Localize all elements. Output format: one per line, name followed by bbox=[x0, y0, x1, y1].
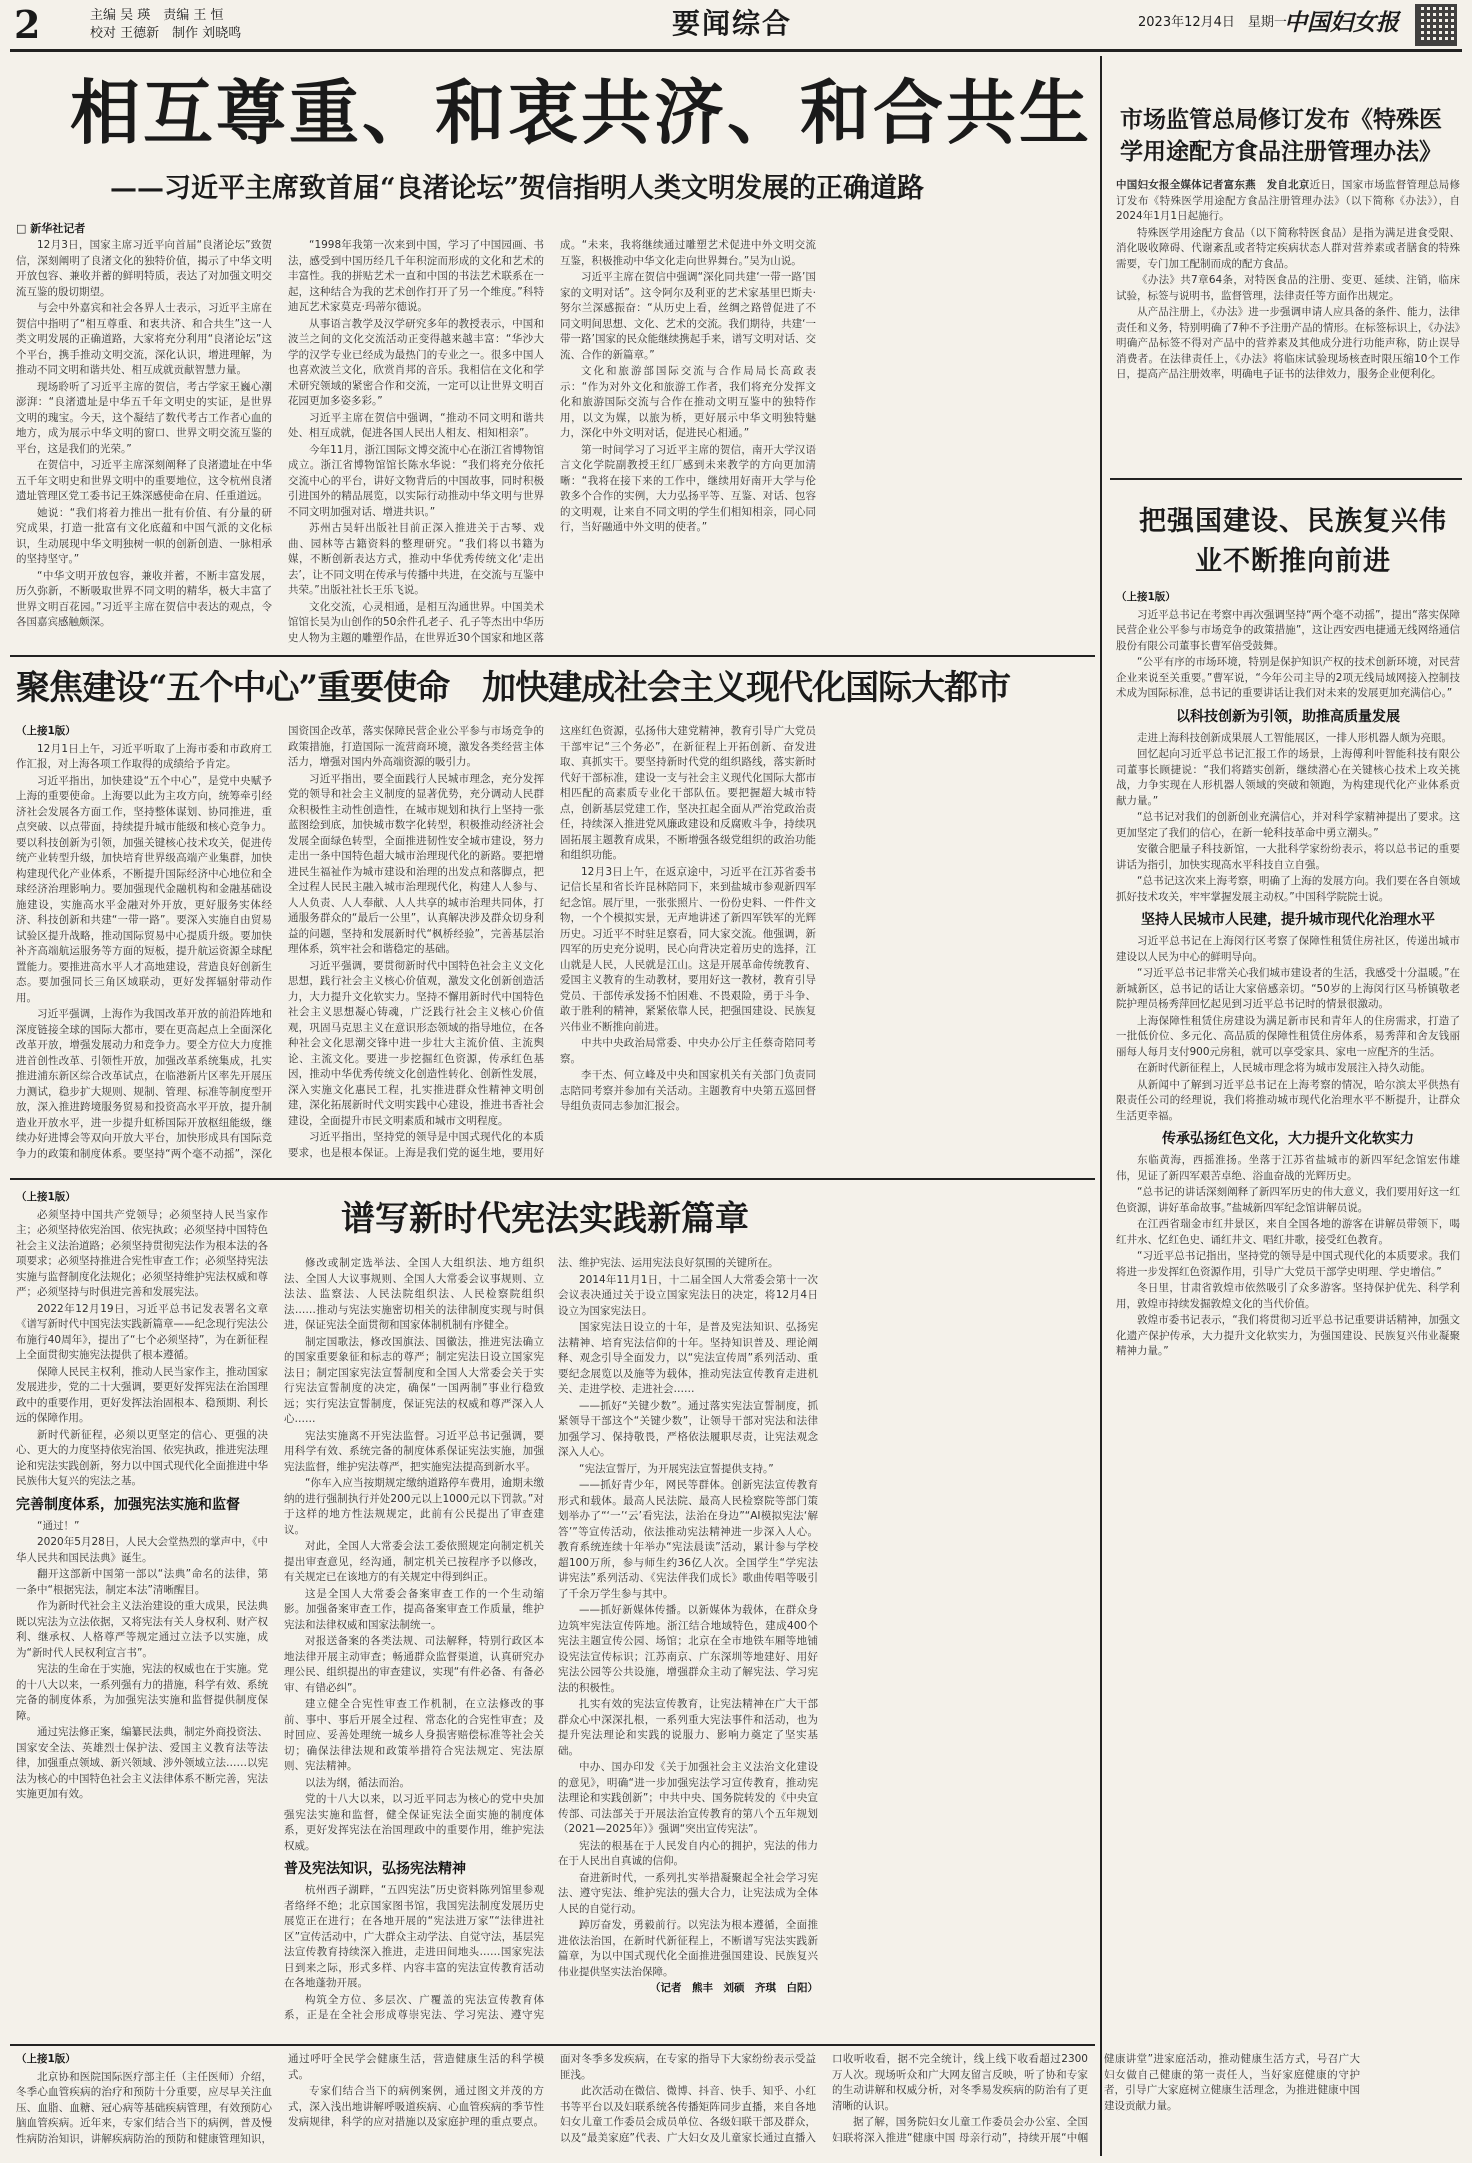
article3-paragraph: 保障人民民主权利，推动人民当家作主，推动国家发展进步，党的二十大强调，要更好发挥宪法在治国理政中的重要作用，更好发挥法治固根本、稳预期、利长远的保障作用。 bbox=[16, 1365, 268, 1424]
article4-paragraph: 此次活动在微信、微博、抖音、快手、知乎、小红书等平台以及妇联系统各传播矩阵同步直播，来自各地妇女儿童工作委员会成员单位、各级妇联干部及群众，以及“最美家庭”代表、广大妇女及儿童家长通过直播入口收听收看，据不完全统计，线上线下收看超过2300万人次。现场听众和广大网友留言反映，听了协和专家的生动讲解和权威分析，对冬季易发疾病的防治有了更清晰的认识。 bbox=[560, 2053, 1088, 2144]
right-article2-paragraph: “总书记对我们的创新创业充满信心，并对科学家精神提出了要求。这更加坚定了我们的信心，在新一轮科技革命中勇立潮头。” bbox=[1116, 811, 1460, 839]
lead-paragraph: 现场聆听了习近平主席的贺信，考古学家王巍心潮澎湃：“良渚遗址是中华五千年文明史的实证，是世界文明的瑰宝。今天，这个凝结了数代考古工作者心血的地方，成为展示中华文明的窗口、世界文明交流互鉴的平台，这是我们的光荣。” bbox=[16, 380, 272, 455]
right-column-divider bbox=[1100, 56, 1102, 2156]
byline-square-icon: □ bbox=[16, 222, 31, 235]
article3-paragraph: 以法为纲，循法而治。 bbox=[305, 1776, 410, 1789]
right-article2-paragraph: 上海保障性租赁住房建设为满足新市民和青年人的住房需求，打造了一批低价位、多元化、高品质的保障性租赁住房体系，易秀萍和舍友钱丽丽每人每月支付900元房租，就可以享受家具、家电一应配齐的生活。 bbox=[1116, 1014, 1460, 1058]
article2-paragraph: 12月3日上午，在返京途中，习近平在江苏省委书记信长星和省长许昆林陪同下，来到盐城市参观新四军纪念馆。展厅里，一张张照片、一份份史料、一件件文物，一个个模拟实景，无声地讲述了新四军铁军的光辉历史。习近平不时驻足察看，同大家交流。他强调，新四军的历史充分说明，民心向背决定着历史的选择，江山就是人民，人民就是江山。这是开展革命传统教育、爱国主义教育的生动教材，要用好这一教材，教育引导党员、干部传承发扬不怕困难、不畏艰险，勇于斗争、敢于胜利的精神，紧紧依靠人民，把强国建设、民族复兴伟业不断推向前进。 bbox=[560, 865, 816, 1033]
article3-paragraph: 2022年12月19日，习近平总书记发表署名文章《谱写新时代中国宪法实践新篇章——纪念现行宪法公布施行40周年》，提出了“七个必须坚持”，为在新征程上全面贯彻实施宪法提供了根本遵循。 bbox=[16, 1302, 268, 1361]
article3-paragraph: 奋进新时代，一系列扎实举措凝聚起全社会学习宪法、遵守宪法、维护宪法的强大合力，让宪法成为全体人民的自觉行动。 bbox=[558, 1871, 818, 1915]
right-article2-body bbox=[1116, 590, 1460, 2154]
right-article1-headline: 市场监管总局修订发布《特殊医学用途配方食品注册管理办法》 bbox=[1120, 106, 1442, 165]
right-article2-paragraph: “总书记这次来上海考察，明确了上海的发展方向。我们要在各自领域抓好技术攻关，牢牢掌握发展主动权。”中国科学院院士说。 bbox=[1116, 875, 1460, 903]
lead-headline: 相互尊重、和衷共济、和合共生 bbox=[70, 71, 1092, 154]
article3-paragraph: 踔厉奋发，勇毅前行。以宪法为根本遵循，全面推进依法治国，在新时代新征程上，不断谱写宪法实践新篇章，为以中国式现代化全面推进强国建设、民族复兴伟业提供坚实法治保障。 bbox=[558, 1919, 818, 1978]
article3-paragraph: 必须坚持中国共产党领导；必须坚持人民当家作主；必须坚持依宪治国、依宪执政；必须坚持中国特色社会主义法治道路；必须坚持贯彻宪法作为根本法的各项要求；必须坚持推进合宪性审查工作；必须坚持宪法实施与监督制度化法规化；必须坚持维护宪法权威和尊严；必须坚持与时俱进完善和发展宪法。 bbox=[16, 1208, 268, 1298]
article3-subheading-2: 普及宪法知识，弘扬宪法精神 bbox=[284, 1861, 466, 1877]
article3-paragraph: 2020年5月28日，人民大会堂热烈的掌声中，《中华人民共和国民法典》诞生。 bbox=[16, 1536, 268, 1564]
section-divider bbox=[10, 655, 1095, 657]
article2-paragraph: 习近平指出，加快建设“五个中心”，是党中央赋予上海的重要使命。上海要以此为主攻方向，统筹牵引经济社会发展各方面工作，坚持整体谋划、协同推进，重点突破、以点带面，持续提升城市能级和核心竞争力。要以科技创新为引领，加强关键核心技术攻关，促进传统产业转型升级，加快培育世界级高端产业集群，加快构建现代化产业体系，不断提升国际经济中心地位和全球经济治理影响力。要加强现代金融机构和金融基础设施建设，实施高水平金融对外开放，更好服务实体经济、科技创新和共建“一带一路”。要深入实施自由贸易试验区提升战略，推动国际贸易中心提质升级。要加快补齐高端航运服务等方面的短板，提升航运资源全球配置能力。要推进高水平人才高地建设，营造良好创新生态。要加强同长三角区域联动，更好发挥辐射带动作用。 bbox=[16, 774, 272, 1004]
right-article1-lead bbox=[1116, 178, 1460, 225]
lead-byline bbox=[16, 220, 85, 236]
right-article2-subheading-2: 坚持人民城市人民建，提升城市现代化治理水平 bbox=[1141, 912, 1435, 928]
article3-paragraph: 新时代新征程，必须以更坚定的信心、更强的决心、更大的力度坚持依宪治国、依宪执政，推进宪法理论和宪法实践创新，努力以中国式现代化全面推进中华民族伟大复兴的宪法之基。 bbox=[16, 1428, 268, 1487]
lead-paragraph: 第一时间学习了习近平主席的贺信，南开大学汉语言文化学院副教授王红厂感到未来教学的方向更加清晰：“我将在接下来的工作中，继续用好南开大学与伦敦多个合作的实例，大力弘扬平等、互鉴、对话、包容的文明观，让来自不同文明的学生们相知相亲，同心同行，当好融通中外文明的使者。” bbox=[560, 443, 816, 533]
article3-paragraph: 构筑全方位、多层次、广覆盖的宪法宣传教育体系，正是在全社会形成尊崇宪法、学习宪法、遵守宪法、维护宪法、运用宪法良好氛围的关键所在。 bbox=[284, 1257, 779, 2021]
section-divider bbox=[10, 2044, 1095, 2046]
article2-continued: （上接1版） bbox=[16, 725, 76, 737]
article3-paragraph: 通过宪法修正案，编纂民法典，制定外商投资法、国家安全法、英雄烈士保护法、爱国主义教育法等法律，加强重点领域、新兴领域、涉外领域立法……以宪法为核心的中国特色社会主义法律体系不断完善，宪法实施更加有效。 bbox=[16, 1726, 268, 1800]
right-article1-body bbox=[1116, 178, 1460, 473]
right-article1-paragraph: 近日，国家市场监督管理总局修订发布《特殊医学用途配方食品注册管理办法》（以下简称《办法》），自2024年1月1日起施行。 bbox=[1116, 179, 1461, 222]
lead-paragraph: “中华文明开放包容，兼收并蓄，不断丰富发展，历久弥新，不断吸取世界不同文明的精华，极大丰富了世界文明百花园。”习近平主席在贺信中表达的观点，令各国嘉宾感触颇深。 bbox=[16, 569, 272, 628]
article2-paragraph: 12月1日上午，习近平听取了上海市委和市政府工作汇报，对上海各项工作取得的成绩给予肯定。 bbox=[16, 742, 272, 770]
article3-paragraph: 对报送备案的各类法规、司法解释，特别行政区本地法律开展主动审查；畅通群众监督渠道，认真研究办理公民、组织提出的审查建议，实现“有件必备、有备必审、有错必纠”。 bbox=[284, 1635, 544, 1694]
lead-paragraph: 与会中外嘉宾和社会各界人士表示，习近平主席在贺信中指明了“相互尊重、和衷共济、和合共生”这一人类文明发展的正确道路，大家将充分利用“良渚论坛”这个平台，携手推动文明交流，深化认识，增进理解，为推动不同文明和谐共处、相互成就贡献智慧力量。 bbox=[16, 302, 272, 376]
lead-paragraph: 从事语言教学及汉学研究多年的教授表示，中国和波兰之间的文化交流活动正变得越来越丰富：“华沙大学的汉学专业已经成为最热门的专业之一。很多中国人也喜欢波兰文化，欣赏肖邦的音乐。我相信在文化和学术研究领域的紧密合作和交流，一定可以让世界文明百花园更加多姿多彩。” bbox=[288, 317, 544, 407]
article3-paragraph: 翻开这部新中国第一部以“法典”命名的法律，第一条中“根据宪法，制定本法”清晰醒目。 bbox=[16, 1568, 268, 1596]
masthead-rule bbox=[10, 49, 1462, 52]
lead-subtitle: ——习近平主席致首届“良渚论坛”贺信指明人类文明发展的正确道路 bbox=[110, 173, 925, 204]
article3-paragraph: 宪法的根基在于人民发自内心的拥护，宪法的伟力在于人民出自真诚的信仰。 bbox=[558, 1839, 818, 1867]
right-article2-continued: （上接1版） bbox=[1116, 591, 1176, 603]
lead-paragraph: 文化和旅游部国际交流与合作局局长高政表示：“作为对外文化和旅游工作者，我们将充分发挥文化和旅游国际交流与合作在推动文明互鉴中的独特作用，以文为媒，以旅为桥，更好展示中华文明独特魅力，深化中外文明对话，促进民心相通。” bbox=[560, 365, 816, 439]
lead-paragraph: 她说：“我们将着力推出一批有价值、有分量的研究成果，打造一批富有文化底蕴和中国气派的文化标识，生动展现中华文明独树一帜的创新创造、一脉相承的坚持坚守。” bbox=[16, 506, 272, 565]
article3-paragraph: ——抓好新媒体传播。以新媒体为载体，在群众身边筑牢宪法宣传阵地。浙江结合地域特色，建成400个宪法主题宣传公园、场馆；北京在全市地铁车厢等地铺设宪法宣传标识；江苏南京、广东深圳等地建好、用好宪法公园等公共设施，增强群众主动了解宪法、学习宪法的积极性。 bbox=[558, 1604, 818, 1694]
right-article2-headline: 把强国建设、民族复兴伟业不断推向前进 bbox=[1139, 506, 1447, 577]
lead-byline-text: 新华社记者 bbox=[30, 222, 86, 235]
right-article2-paragraph: 习近平总书记在上海闵行区考察了保障性租赁住房社区，传递出城市建设以人民为中心的鲜明导向。 bbox=[1116, 935, 1460, 963]
article3-paragraph: 党的十八大以来，以习近平同志为核心的党中央加强宪法实施和监督，健全保证宪法全面实施的制度体系，更好发挥宪法在治国理政中的重要作用，维护宪法权威。 bbox=[284, 1793, 544, 1852]
lead-paragraph: 苏州古吴轩出版社目前正深入推进关于古琴、戏曲、园林等古籍资料的整理研究。“我们将以书籍为媒，不断创新表达方式，推动中华优秀传统文化‘走出去’，让不同文明在传承与传播中共进，在交流与互鉴中共荣。”出版社社长王乐飞说。 bbox=[288, 522, 544, 596]
article3-headline: 谱写新时代宪法实践新篇章 bbox=[341, 1199, 749, 1239]
right-article2-paragraph: 从新闻中了解到习近平总书记在上海考察的情况，哈尔滨太平供热有限责任公司的经理说，我们将推动城市现代化治理水平不断提升，让群众生活更幸福。 bbox=[1116, 1078, 1460, 1122]
right-article1-paragraph: 从产品注册上，《办法》进一步强调申请人应具备的条件、能力，法律责任和义务，特别明确了7种不予注册产品的情形。在标签标识上，《办法》明确产品标签不得对产品中的营养素及其他成分进行功能声称，防止误导消费者。在法律责任上，《办法》将临床试验现场核查时限压缩10个工作日，提高产品注册效率，明确电子证书的法律效力，服务企业便利化。 bbox=[1116, 306, 1460, 380]
article2-paragraph: 习近平指出，要全面践行人民城市理念，充分发挥党的领导和社会主义制度的显著优势，充分调动人民群众积极性主动性创造性，在城市规划和执行上坚持一张蓝图绘到底，加快城市数字化转型，积极推动经济社会发展全面绿色转型，全面推进韧性安全城市建设，努力走出一条中国特色超大城市治理现代化的新路。要把增进民生福祉作为城市建设和治理的出发点和落脚点，把全过程人民民主融入城市治理现代化，构建人人参与、人人负责、人人奉献、人人共享的城市治理共同体，打通服务群众的“最后一公里”，认真解决涉及群众切身利益的问题，坚持和发展新时代“枫桥经验”，完善基层治理体系，筑牢社会和谐稳定的基础。 bbox=[288, 772, 544, 955]
article3-paragraph: 这是全国人大常委会备案审查工作的一个生动缩影。加强备案审查工作，提高备案审查工作质量，维护宪法和法律权威和国家法制统一。 bbox=[284, 1587, 544, 1631]
issue-date: 2023年12月4日 星期一 bbox=[1138, 15, 1287, 30]
lead-paragraph: 习近平主席在贺信中强调，“推动不同文明和谐共处、相互成就，促进各国人民出人相友、相知相亲”。 bbox=[288, 411, 544, 439]
article2-headline: 聚焦建设“五个中心”重要使命 加快建成社会主义现代化国际大都市 bbox=[16, 668, 1011, 708]
right-article1-paragraph: 特殊医学用途配方食品（以下简称特医食品）是指为满足进食受限、消化吸收障碍、代谢紊乱或者特定疾病状态人群对营养素或者膳食的特殊需要，专门加工配制而成的配方食品。 bbox=[1116, 226, 1460, 270]
article3-paragraph: 作为新时代社会主义法治建设的重大成果，民法典既以宪法为立法依据，又将宪法有关人身权利、财产权利、继承权、人格尊严等规定通过立法予以实施，成为“新时代人民权利宣言书”。 bbox=[16, 1600, 268, 1659]
article3-paragraph: “通过！” bbox=[37, 1519, 80, 1532]
right-article2-paragraph: “公平有序的市场环境，特别是保护知识产权的技术创新环境，对民营企业来说至关重要。”曹军说，“今年公司主导的2项无线局域网接入控制技术成为国际标准，总书记的重要讲话让我们对未来的发展更加充满信心。” bbox=[1116, 656, 1460, 699]
right-article2-paragraph: 习近平总书记在考察中再次强调坚持“两个毫不动摇”，提出“落实保障民营企业公平参与市场竞争的政策措施”，这让西安西电捷通无线网络通信股份有限公司董事长曹军倍受鼓舞。 bbox=[1116, 608, 1460, 652]
article4-body bbox=[16, 2052, 1360, 2156]
article3-paragraph: 国家宪法日设立的十年，是普及宪法知识、弘扬宪法精神、培育宪法信仰的十年。坚持知识普及、理论阐释、观念引导全面发力，以“宪法宣传周”系列活动、重要纪念展览以及施等为载体，推动宪法宣传教育走进机关、走进学校、走进社会…… bbox=[558, 1321, 818, 1395]
right-article2-paragraph: 东临黄海，西摇淮扬。坐落于江苏省盐城市的新四军纪念馆宏伟雄伟，见证了新四军艰苦卓绝、浴血奋战的光辉历史。 bbox=[1116, 1154, 1460, 1182]
right-article2-paragraph: 在新时代新征程上，人民城市理念将为城市发展注入持久动能。 bbox=[1137, 1062, 1431, 1074]
qr-code-icon bbox=[1415, 4, 1457, 46]
article3-paragraph: 建立健全合宪性审查工作机制，在立法修改的事前、事中、事后开展全过程、常态化的合宪性审查；及时回应、妥善处理统一城乡人身损害赔偿标准等社会关切；确保法律法规和政策举措符合宪法规定、宪法原则、宪法精神。 bbox=[284, 1698, 544, 1772]
lead-paragraph: “1998年我第一次来到中国，学习了中国园画、书法，感受到中国历经几千年积淀而形成的文化和艺术的丰富性。我的拼贴艺术一直和中国的书法艺术联系在一起，这种结合为我的艺术创作打开了另一个维度。”科特迪瓦艺术家莫克·玛蒂尔德说。 bbox=[288, 239, 544, 313]
article3-paragraph: 宪法实施离不开宪法监督。习近平总书记强调，要用科学有效、系统完备的制度体系保证宪法实施，加强宪法监督，维护宪法尊严，把实施宪法提高到新水平。 bbox=[284, 1429, 544, 1473]
article3-body bbox=[284, 1256, 1092, 2038]
section-divider bbox=[1110, 478, 1462, 480]
newspaper-logo: 中国妇女报 bbox=[1284, 9, 1399, 36]
right-article2-subheading-3: 传承弘扬红色文化，大力提升文化软实力 bbox=[1162, 1131, 1414, 1147]
article2-paragraph: 李干杰、何立峰及中央和国家机关有关部门负责同志陪同考察并参加有关活动。主题教育中央第五巡回督导组负责同志参加汇报会。 bbox=[560, 1069, 816, 1112]
article3-paragraph: 扎实有效的宪法宣传教育，让宪法精神在广大干部群众心中深深扎根，一系列重大宪法事件和活动，也为提升宪法理论和实践的说服力、影响力奠定了坚实基础。 bbox=[558, 1698, 818, 1757]
article3-paragraph: 宪法的生命在于实施，宪法的权威也在于实施。党的十八大以来，一系列强有力的措施，科学有效、系统完备的制度体系，为加强宪法实施和监督提供制度保障。 bbox=[16, 1663, 268, 1722]
article4-paragraph: 据了解，国务院妇女儿童工作委员会办公室、全国妇联将深入推进“健康中国 母亲行动”，持续开展“中帼健康讲堂”进家庭活动，推动健康生活方式，号召广大妇女做自己健康的第一责任人，当好家庭健康的守护者，引导广大家庭树立健康生活理念，为推进健康中国建设贡献力量。 bbox=[832, 2053, 1360, 2144]
right-article2-paragraph: “总书记的讲话深刻阐释了新四军历史的伟大意义，我们要用好这一红色资源，讲好革命故事。”盐城新四军纪念馆讲解员说。 bbox=[1116, 1186, 1460, 1214]
article3-paragraph: 杭州西子湖畔，“五四宪法”历史资料陈列馆里参观者络绎不绝；北京国家图书馆，我国宪法制度发展历史展览正在进行；在各地开展的“宪法进万家”“法律进社区”宣传活动中，广大群众主动学法、自觉守法，基层宪法宣传教育持续深入推进，走进田间地头……国家宪法日到来之际，形式多样、内容丰富的宪法宣传教育活动在各地蓬勃开展。 bbox=[284, 1884, 544, 1989]
article2-paragraph: 习近平强调，要贯彻新时代中国特色社会主义文化思想，践行社会主义核心价值观，激发文化创新创造活力，大力提升文化软实力。坚持不懈用新时代中国特色社会主义思想凝心铸魂，广泛践行社会主义核心价值观，巩固马克思主义在意识形态领域的指导地位，在各种社会文化思潮交锋中进一步壮大主流价值、主流舆论、主流文化。要进一步挖掘红色资源，传承红色基因，推动中华优秀传统文化创造性转化、创新性发展，深入实施文化惠民工程，扎实推进群众性精神文明创建，深化拓展新时代文明实践中心建设，推进书香社会建设，全面提升市民文明素质和城市文明程度。 bbox=[288, 959, 544, 1127]
article4-continued: （上接1版） bbox=[16, 2053, 76, 2065]
right-article2-paragraph: 冬日里，甘肃省敦煌市依然吸引了众多游客。坚持保护优先、科学利用，敦煌市持续发掘敦煌文化的当代价值。 bbox=[1116, 1282, 1460, 1310]
right-article2-paragraph: “习近平总书记非常关心我们城市建设者的生活，我感受十分温暖。”在新城新区，总书记的话让大家倍感亲切。“50岁的上海闵行区马桥镇敬老院护理员杨秀萍回忆起见到习近平总书记时的情景很激动。 bbox=[1116, 967, 1460, 1010]
article4-paragraph: 北京协和医院国际医疗部主任（主任医师）介绍，冬季心血管疾病的治疗和预防十分重要，应尽早关注血压、血脂、血糖、冠心病等基础疾病管理，有效预防心脑血管疾病。近年来，专家们结合当下的病例，普及慢性病防治知识，讲解疾病防治的预防和健康管理知识，通过呼吁全民学会健康生活，营造健康生活的科学模式。 bbox=[16, 2053, 544, 2145]
right-article2-paragraph: “习近平总书记指出，坚持党的领导是中国式现代化的本质要求。我们将进一步发挥红色资源作用，引导广大党员干部学史明理、学史增信。” bbox=[1116, 1250, 1460, 1278]
article2-paragraph: 中共中央政治局常委、中央办公厅主任蔡奇陪同考察。 bbox=[560, 1037, 816, 1065]
staff-line-1: 主编 吴 瑛 责编 王 恒 bbox=[90, 8, 224, 23]
article3-paragraph: “宪法宣誓厅，为开展宪法宣誓提供支持。” bbox=[579, 1462, 774, 1475]
article3-left-column bbox=[16, 1190, 268, 2038]
right-article1-byline: 中国妇女报全媒体记者富东燕 发自北京 bbox=[1116, 179, 1310, 191]
right-article2-paragraph: 回忆起向习近平总书记汇报工作的场景，上海傅利叶智能科技有限公司董事长顾捷说：“我们将踏实创新，继续潜心在关键核心技术上攻关挑战，力争实现在人形机器人领域的突破和领跑，为构建现代化产业体系贡献力量。” bbox=[1116, 748, 1460, 807]
lead-paragraph: 在贺信中，习近平主席深刻阐释了良渚遗址在中华五千年文明史和世界文明中的重要地位，这令杭州良渚遗址管理区党工委书记王姝深感使命在肩、任重道远。 bbox=[16, 459, 272, 502]
lead-paragraph: 12月3日，国家主席习近平向首届“良渚论坛”致贺信，深刻阐明了良渚文化的独特价值，揭示了中华文明开放包容、兼收并蓄的鲜明特质，表达了对加强文明交流互鉴的殷切期望。 bbox=[16, 239, 272, 298]
staff-line-2: 校对 王德新 制作 刘晓鸣 bbox=[90, 26, 242, 41]
article3-paragraph: 对此，全国人大常委会法工委依照规定向制定机关提出审查意见，经沟通，制定机关已按程序予以修改，有关规定已在该地方的有关规定中得到纠正。 bbox=[284, 1540, 544, 1583]
lead-paragraph: 习近平主席在贺信中强调“深化同共建‘一带一路’国家的文明对话”。这令阿尔及利亚的艺术家基里巴斯夫·努尔兰深感振奋：“从历史上看，丝绸之路曾促进了不同文明间思想、文化、艺术的交流。我们期待，共建‘一带一路’国家的民众能继续携起手来，谱写文明对话、交流、合作的新篇章。” bbox=[560, 271, 816, 361]
right-article2-paragraph: 敦煌市委书记表示，“我们将贯彻习近平总书记重要讲话精神，加强文化遗产保护传承，大力提升文化软实力，为强国建设、民族复兴伟业凝聚精神力量。” bbox=[1116, 1314, 1460, 1357]
article3-paragraph: 制定国歌法，修改国旗法、国徽法，推进宪法确立的国家重要象征和标志的尊严；制定宪法日设立国家宪法日；制定国家宪法宣誓制度和全国人大常委会关于实行宪法宣誓制度的决定，确保“一国两制”事业行稳致远；实行宪法宣誓制度，保证宪法的权威和尊严深入人心…… bbox=[284, 1335, 544, 1425]
masthead bbox=[0, 0, 1472, 50]
article3-paragraph: 修改或制定选举法、全国人大组织法、地方组织法、全国人大议事规则、全国人大常委会议事规则、立法法、监察法、人民法院组织法、人民检察院组织法……推动与宪法实施密切相关的法律制度实现与时俱进，保证宪法全面贯彻和国家体制机制有序健全。 bbox=[284, 1257, 544, 1331]
article3-paragraph: ——抓好青少年，网民等群体。创新宪法宣传教育形式和载体。最高人民法院、最高人民检察院等部门策划举办了“‘一’‘云’看宪法，法治在身边”“AI模拟宪法‘解答’”等宣传活动，依法推动宪法精神进一步深入人心。教育系统连续十年举办“宪法晨读”活动，累计参与学校超100万所，参与师生约36亿人次。全国学生“学宪法 讲宪法”系列活动、《宪法伴我们成长》歌曲传唱等吸引了千余万学生参与其中。 bbox=[558, 1479, 829, 1600]
article3-paragraph: “你车入应当按期规定缴纳道路停车费用，逾期未缴纳的进行强制执行并处200元以上1000元以下罚款。”对于这样的地方性法规规定，此前有公民提出了审查建议。 bbox=[284, 1477, 544, 1536]
right-article2-paragraph: 走进上海科技创新成果展人工智能展区，一排人形机器人颇为亮眼。 bbox=[1137, 731, 1452, 744]
page-number: 2 bbox=[14, 2, 41, 47]
article2-paragraph: 习近平指出，坚持党的领导是中国式现代化的本质要求，也是根本保证。上海是我们党的诞生地，要用好这座红色资源，弘扬伟大建党精神，教育引导广大党员干部牢记“三个务必”，在新征程上开拓创新、奋发进取、真抓实干。要坚持新时代党的组织路线，落实新时代好干部标准，建设一支与社会主义现代化国际大都市相匹配的高素质专业化干部队伍。要把握超大城市特点，创新基层党建工作，坚决扛起全面从严治党政治责任，持续深入推进党风廉政建设和反腐败斗争，持续巩固拓展主题教育成果，不断增强各级党组织的政治功能和组织功能。 bbox=[288, 725, 816, 1159]
article2-paragraph: 习近平强调，上海作为我国改革开放的前沿阵地和深度链接全球的国际大都市，要在更高起点上全面深化改革开放，增强发展动力和竞争力。要全方位大力度推进首创性改革、引领性开放，加强改革系统集成，扎实推进浦东新区综合改革试点，在临港新片区率先开展压力测试，稳步扩大规则、规制、管理、标准等制度型开放，深入推进跨境服务贸易和投资高水平开放，提升制造业开放水平，进一步提升虹桥国际开放枢纽能级，继续办好进博会等双向开放大平台，加快形成具有国际竞争力的政策和制度体系。要坚持“两个毫不动摇”，深化国资国企改革，落实保障民营企业公平参与市场竞争的政策措施，打造国际一流营商环境，激发各类经营主体活力，增强对国内外高端资源的吸引力。 bbox=[16, 725, 544, 1160]
lead-body bbox=[16, 238, 1088, 650]
article2-body bbox=[16, 724, 1088, 1172]
section-title: 要闻综合 bbox=[671, 7, 792, 40]
right-article2-subheading-1: 以科技创新为引领，助推高质量发展 bbox=[1176, 708, 1400, 725]
right-article2-paragraph: 安徽合肥量子科技新馆，一大批科学家纷纷表示，将以总书记的重要讲话为指引，加快实现高水平科技自立自强。 bbox=[1116, 843, 1460, 871]
article3-paragraph: 中办、国办印发《关于加强社会主义法治文化建设的意见》，明确“进一步加强宪法学习宣传教育，推动宪法理论和实践创新”；中共中央、国务院转发的《中央宣传部、司法部关于开展法治宣传教育的第八个五年规划（2021—2025年）》强调“突出宣传宪法”。 bbox=[558, 1761, 818, 1835]
article3-continued: （上接1版） bbox=[16, 1191, 76, 1203]
lead-paragraph: 今年11月，浙江国际文博交流中心在浙江省博物馆成立。浙江省博物馆馆长陈水华说：“我们将充分依托交流中心的平台，讲好文物背后的中国故事，同时积极引进国外的精品展览，以实际行动推动中华文明与世界不同文明加强对话、增进共识。” bbox=[288, 443, 544, 518]
section-divider bbox=[10, 1178, 1095, 1180]
article4-paragraph: 专家们结合当下的病例案例，通过图文并茂的方式，深入浅出地讲解呼吸道疾病、心血管疾病的季节性发病规律，科学的应对措施以及家庭护理的重点要点。面对冬季多发疾病，在专家的指导下大家纷纷表示受益匪浅。 bbox=[288, 2053, 816, 2128]
right-article1-paragraph: 《办法》共7章64条，对特医食品的注册、变更、延续、注销，临床试验，标签与说明书，监督管理，法律责任等方面作出规定。 bbox=[1116, 274, 1460, 302]
lead-paragraph: 文化交流，心灵相通，是相互沟通世界。中国美术馆馆长吴为山创作的50余件孔老子、孔子等杰出中华历史人物为主题的雕塑作品，在世界近30个国家和地区落成。“未来，我将继续通过雕塑艺术促进中外文明交流互鉴，积极推动中华文化走向世界舞台。”吴为山说。 bbox=[288, 239, 816, 644]
right-article2-paragraph: 在江西省瑞金市红井景区，来自全国各地的游客在讲解员带领下，喝红井水、忆红色史、诵红井文、唱红井歌，接受红色教育。 bbox=[1116, 1218, 1460, 1246]
article3-paragraph: ——抓好“关键少数”。通过落实宪法宣誓制度，抓紧领导干部这个“关键少数”，让领导干部对宪法和法律加强学习、保持敬畏，严格依法履职尽责，让宪法观念深入人心。 bbox=[558, 1399, 818, 1458]
article3-paragraph: 2014年11月1日，十二届全国人大常委会第十一次会议表决通过关于设立国家宪法日的决定，将12月4日设立为国家宪法日。 bbox=[558, 1273, 818, 1317]
article3-subheading-1: 完善制度体系，加强宪法实施和监督 bbox=[16, 1496, 240, 1513]
article3-signoff: （记者 熊丰 刘硕 齐琪 白阳） bbox=[650, 1982, 818, 1994]
